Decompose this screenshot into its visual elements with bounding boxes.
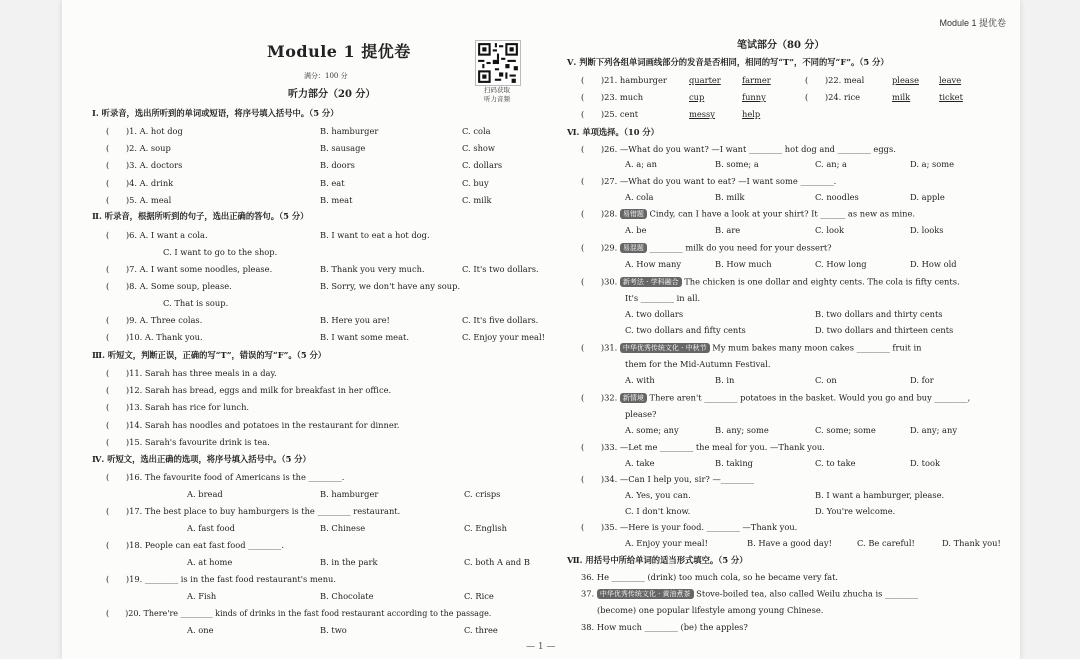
question-6-option-b: B. I want to eat a hot dog.: [320, 230, 430, 240]
question-31-text: My mum bakes many moon cakes ________ fruit in: [712, 342, 922, 353]
question-29-option-c: C. How long: [815, 259, 867, 269]
question-33-option-a: A. take: [625, 458, 655, 468]
question-28-option-d: D. looks: [910, 225, 944, 235]
question-29-text: ________ milk do you need for your dessert?: [649, 242, 832, 253]
question-37-text: Stove-boiled tea, also called Weilu zhucha is ________: [696, 588, 919, 599]
question-32-option-d: D. any; any: [910, 425, 958, 435]
section-2-title: Ⅱ. 听录音，根据所听到的句子，选出正确的答句。（5 分）: [92, 211, 309, 221]
question-23: ( )23. much: [581, 92, 644, 102]
question-30-tag: 新考法 · 学科融合: [620, 277, 682, 287]
question-17-option-a: A. fast food: [187, 523, 235, 533]
question-9: ( )9. A. Three colas.: [106, 315, 203, 325]
question-19-option-b: B. Chocolate: [320, 591, 374, 601]
exam-page: [62, 0, 1020, 659]
listening-part-title: 听力部分（20 分）: [288, 89, 376, 100]
question-37-number: 37.: [581, 588, 595, 599]
question-36: 36. He ________ (drink) too much cola, so he became very fat.: [581, 572, 839, 582]
qr-caption: [472, 86, 522, 104]
question-16-option-a: A. bread: [187, 489, 223, 499]
question-22-word-c: leave: [939, 75, 962, 85]
question-33: ( )33. —Let me ________ the meal for you. —Thank you.: [581, 442, 825, 452]
question-1-option-c: C. cola: [462, 126, 491, 136]
question-31-option-b: B. in: [715, 375, 735, 385]
question-18-option-a: A. at home: [187, 557, 233, 567]
question-19-option-c: C. Rice: [464, 591, 494, 601]
question-28-option-c: C. look: [815, 225, 844, 235]
question-34-option-c: C. I don't know.: [625, 506, 691, 516]
question-28-tag: 易错题: [620, 209, 647, 219]
question-35-option-a: A. Enjoy your meal!: [625, 538, 708, 548]
question-10: ( )10. A. Thank you.: [106, 332, 203, 342]
question-26-option-b: B. some; a: [715, 159, 759, 169]
question-30-line2: It's ________ in all.: [625, 293, 701, 303]
question-38: 38. How much ________ (be) the apples?: [581, 622, 748, 632]
question-31: [581, 343, 921, 353]
question-25: ( )25. cent: [581, 109, 639, 119]
question-23-word-b: cup: [689, 92, 705, 102]
question-32-line2: please?: [625, 409, 657, 419]
question-4-option-b: B. eat: [320, 177, 345, 188]
question-27-option-c: C. noodles: [815, 192, 859, 202]
question-30-text: The chicken is one dollar and eighty cents. The cola is fifty cents.: [684, 276, 960, 287]
question-37-line2: (become) one popular lifestyle among young Chinese.: [597, 605, 824, 615]
question-31-tag: 中华优秀传统文化 · 中秋节: [620, 343, 710, 353]
question-26-option-a: A. a; an: [625, 159, 657, 169]
question-27-option-b: B. milk: [715, 192, 745, 202]
question-25-word-b: messy: [689, 109, 715, 119]
question-4-option-c: C. buy: [462, 177, 489, 188]
question-5-option-b: B. meat: [320, 194, 353, 205]
section-6-title: Ⅵ. 单项选择。（10 分）: [567, 127, 659, 137]
question-5: ( )5. A. meal: [106, 194, 172, 205]
section-3-title: Ⅲ. 听短文，判断正误，正确的写“T”，错误的写“F”。（5 分）: [92, 350, 327, 360]
question-20-option-a: A. one: [187, 625, 214, 635]
full-mark: 满分：100 分: [304, 72, 348, 80]
section-4-title: Ⅳ. 听短文，选出正确的选项，将序号填入括号中。（5 分）: [92, 454, 311, 464]
viewer-background-right: [1020, 0, 1080, 659]
question-18: ( )18. People can eat fast food ________.: [106, 540, 285, 550]
question-1-option-b: B. hamburger: [320, 126, 379, 136]
question-16-option-b: B. hamburger: [320, 489, 379, 499]
question-12: ( )12. Sarah has bread, eggs and milk for breakfast in her office.: [106, 385, 392, 396]
question-2-option-b: B. sausage: [320, 143, 366, 154]
question-21-word-b: quarter: [689, 75, 721, 85]
page-number: — 1 —: [526, 642, 556, 652]
section-5-title: Ⅴ. 判断下列各组单词画线部分的发音是否相同，相同的写“T”，不同的写“F”。（5 分）: [567, 57, 889, 67]
question-22-word-b: please: [892, 75, 919, 85]
question-18-option-c: C. both A and B: [464, 557, 530, 567]
question-29-tag: 易混题: [620, 243, 647, 253]
question-34: ( )34. —Can I help you, sir? —________: [581, 474, 754, 484]
question-29-option-b: B. How much: [715, 259, 772, 269]
question-9-option-b: B. Here you are!: [320, 315, 390, 325]
question-8: ( )8. A. Some soup, please.: [106, 281, 232, 291]
qr-code-icon[interactable]: [475, 40, 521, 86]
question-35-option-b: B. Have a good day!: [747, 538, 832, 548]
question-31-line2: them for the Mid-Autumn Festival.: [625, 359, 771, 369]
question-9-option-c: C. It's five dollars.: [462, 315, 539, 325]
question-2: ( )2. A. soup: [106, 143, 171, 154]
question-7: ( )7. A. I want some noodles, please.: [106, 264, 273, 274]
question-25-word-c: help: [742, 109, 761, 119]
question-27: ( )27. —What do you want to eat? —I want some ________.: [581, 176, 837, 186]
question-21-word-c: farmer: [742, 75, 771, 85]
question-30-option-a: A. two dollars: [625, 309, 684, 319]
question-3-option-c: C. dollars: [462, 160, 503, 171]
question-16-option-c: C. crisps: [464, 489, 501, 499]
question-11: ( )11. Sarah has three meals in a day.: [106, 368, 277, 378]
question-33-option-b: B. taking: [715, 458, 753, 468]
question-20: ( )20. There're ________ kinds of drinks in the fast food restaurant according to the passage.: [106, 609, 492, 618]
question-32-option-b: B. any; some: [715, 425, 769, 435]
question-7-option-c: C. It's two dollars.: [462, 264, 539, 274]
question-24-word-b: milk: [892, 92, 911, 102]
question-3: ( )3. A. doctors: [106, 160, 183, 171]
question-34-option-a: A. Yes, you can.: [625, 490, 691, 500]
viewer-background-left: [0, 0, 62, 659]
question-24: ( )24. rice: [805, 92, 861, 102]
question-29-number: ( )29.: [581, 242, 618, 253]
question-29: [581, 243, 832, 253]
question-26-option-d: D. a; some: [910, 159, 955, 169]
question-15: ( )15. Sarah's favourite drink is tea.: [106, 436, 270, 447]
question-32-number: ( )32.: [581, 392, 618, 403]
question-31-option-a: A. with: [625, 375, 655, 385]
question-10-option-c: C. Enjoy your meal!: [462, 332, 545, 342]
question-28-number: ( )28.: [581, 208, 618, 219]
question-6: ( )6. A. I want a cola.: [106, 230, 208, 240]
question-33-option-c: C. to take: [815, 458, 856, 468]
question-16: ( )16. The favourite food of Americans is the ________.: [106, 472, 345, 482]
question-13: ( )13. Sarah has rice for lunch.: [106, 402, 250, 413]
question-28-text: Cindy, can I have a look at your shirt? It ______ as new as mine.: [649, 208, 916, 219]
question-2-option-c: C. show: [462, 143, 496, 154]
question-17-option-c: C. English: [464, 523, 507, 533]
question-32-option-a: A. some; any: [625, 425, 679, 435]
question-26-option-c: C. an; a: [815, 159, 847, 169]
section-1-title: Ⅰ. 听录音，选出所听到的单词或短语，将序号填入括号中。（5 分）: [92, 108, 339, 118]
question-30-option-c: C. two dollars and fifty cents: [625, 325, 746, 335]
question-17-option-b: B. Chinese: [320, 523, 366, 533]
question-7-option-b: B. Thank you very much.: [320, 264, 425, 274]
question-19: ( )19. ________ is in the fast food restaurant's menu.: [106, 574, 337, 584]
question-20-option-c: C. three: [464, 625, 498, 635]
question-20-option-b: B. two: [320, 625, 347, 635]
question-5-option-c: C. milk: [462, 194, 492, 205]
question-1: ( )1. A. hot dog: [106, 126, 183, 136]
question-29-option-a: A. How many: [625, 259, 682, 269]
question-32-text: There aren't ________ potatoes in the basket. Would you go and buy ________,: [649, 392, 971, 403]
question-33-option-d: D. took: [910, 458, 940, 468]
qr-caption-line2: 听力音频: [484, 95, 510, 103]
question-31-option-c: C. on: [815, 375, 837, 385]
question-35-option-c: C. Be careful!: [857, 538, 915, 548]
written-part-title: 笔试部分（80 分）: [737, 40, 825, 51]
question-30: [581, 277, 960, 287]
question-14: ( )14. Sarah has noodles and potatoes in the restaurant for dinner.: [106, 419, 400, 430]
question-29-option-d: D. How old: [910, 259, 957, 269]
question-30-option-b: B. two dollars and thirty cents: [815, 309, 943, 319]
question-23-word-c: funny: [742, 92, 766, 102]
question-18-option-b: B. in the park: [320, 557, 378, 567]
question-26: ( )26. —What do you want? —I want ________ hot dog and ________ eggs.: [581, 144, 896, 154]
question-31-option-d: D. for: [910, 375, 934, 385]
question-34-option-d: D. You're welcome.: [815, 506, 896, 516]
question-30-option-d: D. two dollars and thirteen cents: [815, 325, 954, 335]
question-22: ( )22. meal: [805, 75, 865, 85]
running-header: Module 1 提优卷: [939, 18, 1006, 28]
page-title: Module 1 提优卷: [267, 42, 411, 61]
question-37: [581, 589, 918, 599]
question-6-option-c: C. I want to go to the shop.: [163, 247, 278, 257]
question-10-option-b: B. I want some meat.: [320, 332, 410, 342]
question-24-word-c: ticket: [939, 92, 963, 102]
question-32-option-c: C. some; some: [815, 425, 876, 435]
question-8-option-b: B. Sorry, we don't have any soup.: [320, 281, 461, 291]
question-28-option-a: A. be: [625, 225, 647, 235]
question-3-option-b: B. doors: [320, 160, 355, 171]
question-35: ( )35. —Here is your food. ________ —Thank you.: [581, 522, 798, 532]
question-4: ( )4. A. drink: [106, 177, 174, 188]
question-27-option-a: A. cola: [625, 192, 654, 202]
section-7-title: Ⅶ. 用括号中所给单词的适当形式填空。（5 分）: [567, 555, 748, 565]
question-21: ( )21. hamburger: [581, 75, 667, 85]
qr-caption-line1: 扫码获取: [484, 86, 510, 94]
question-17: ( )17. The best place to buy hamburgers is the ________ restaurant.: [106, 506, 401, 516]
question-37-tag: 中华优秀传统文化 · 黄油煮茶: [597, 589, 694, 599]
question-34-option-b: B. I want a hamburger, please.: [815, 490, 945, 500]
question-19-option-a: A. Fish: [187, 591, 217, 601]
question-30-number: ( )30.: [581, 276, 618, 287]
question-32: [581, 393, 970, 403]
question-32-tag: 新情境: [620, 393, 647, 403]
question-28: [581, 209, 915, 219]
question-27-option-d: D. apple: [910, 192, 945, 202]
question-35-option-d: D. Thank you!: [942, 538, 1001, 548]
question-28-option-b: B. are: [715, 225, 741, 235]
question-31-number: ( )31.: [581, 342, 618, 353]
question-8-option-c: C. That is soup.: [163, 298, 229, 308]
